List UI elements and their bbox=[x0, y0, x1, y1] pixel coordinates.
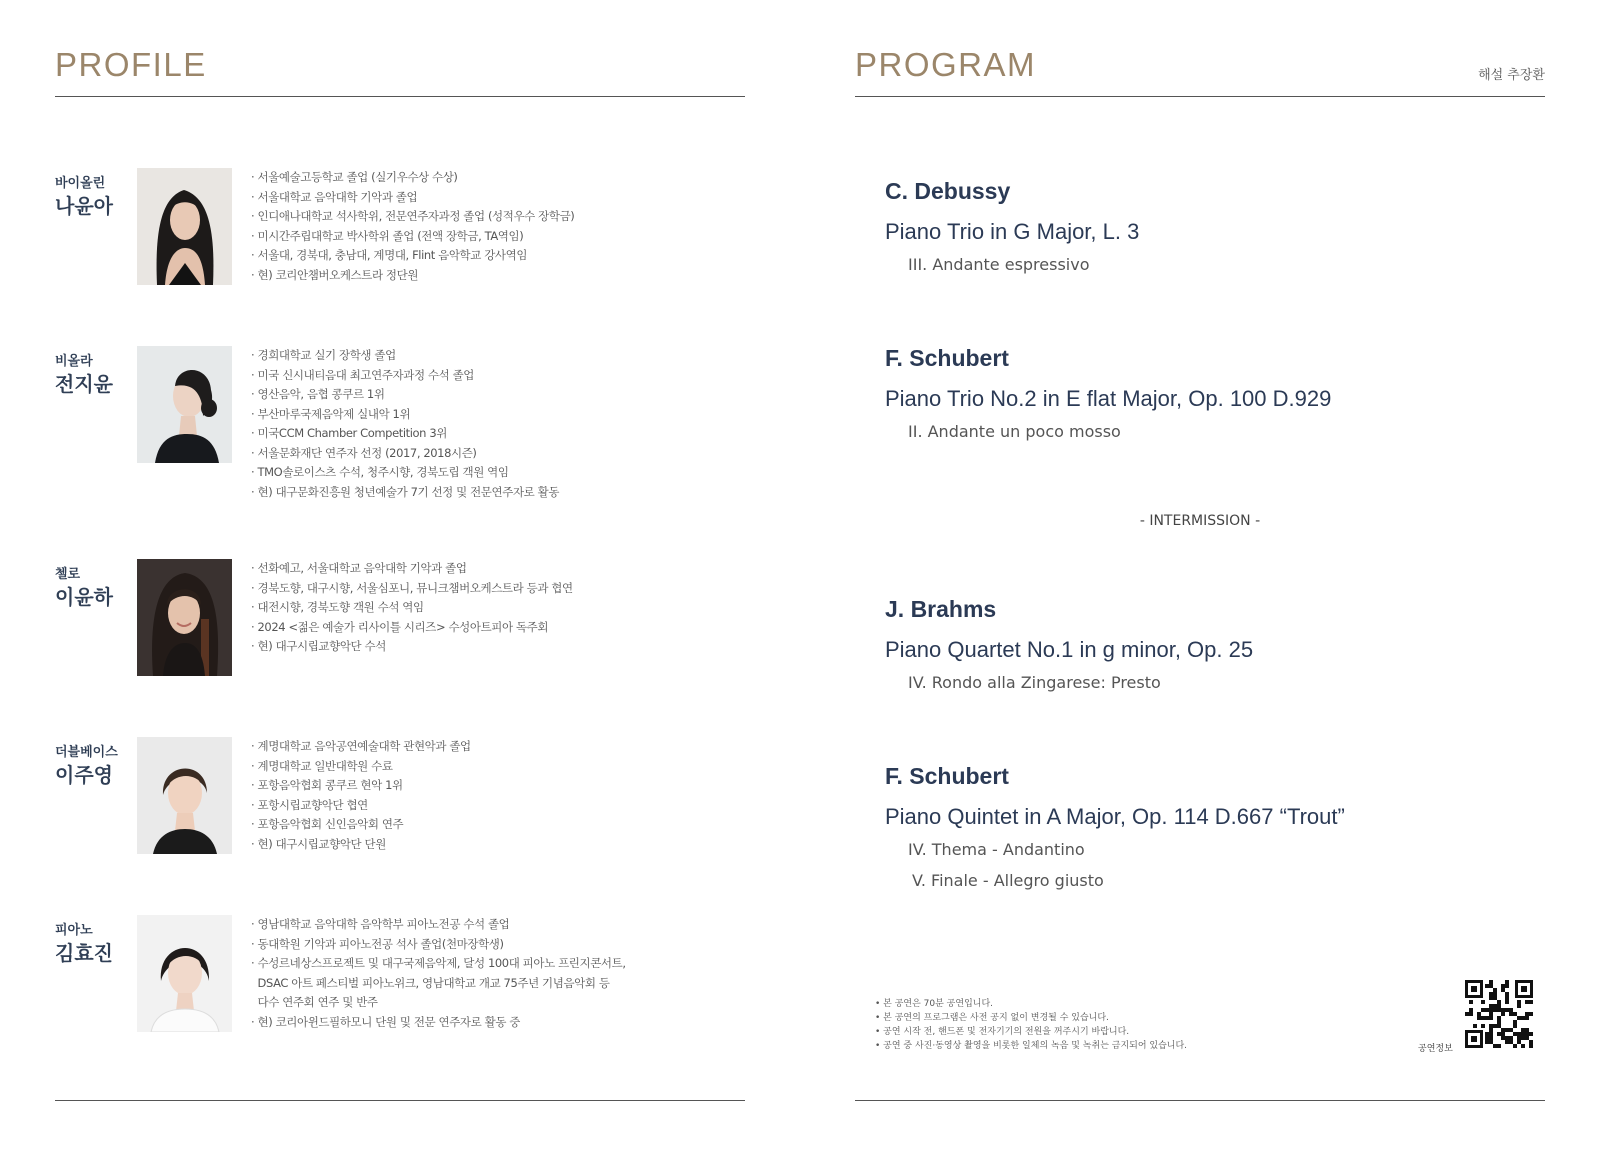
portrait-photo bbox=[137, 915, 232, 1032]
bio-line: · 선화예고, 서울대학교 음악대학 기악과 졸업 bbox=[251, 559, 573, 579]
qr-label: 공연정보 bbox=[1418, 1044, 1453, 1054]
composer: F. Schubert bbox=[885, 763, 1009, 789]
bio-line: · 수성르네상스프로젝트 및 대구국제음악제, 달성 100대 피아노 프린지콘서트, bbox=[251, 954, 626, 974]
bio-line: · 현) 대구시립교향악단 단원 bbox=[251, 835, 471, 855]
bio-line: · 서울대, 경북대, 충남대, 계명대, Flint 음악학교 강사역임 bbox=[251, 246, 574, 266]
bio-line: · 영산음악, 음협 콩쿠르 1위 bbox=[251, 385, 559, 405]
bio-line: · 2024 <젊은 예술가 리사이틀 시리즈> 수성아트피아 독주회 bbox=[251, 618, 573, 638]
profile-card bbox=[55, 915, 745, 1035]
member-role: 더블베이스 bbox=[55, 745, 118, 760]
bio-line: · 경희대학교 실기 장학생 졸업 bbox=[251, 346, 559, 366]
program-piece bbox=[885, 178, 1525, 274]
bio-line: · TMO솔로이스츠 수석, 청주시향, 경북도립 객원 역임 bbox=[251, 463, 559, 483]
member-name: 나윤아 bbox=[55, 194, 113, 218]
movement: V. Finale - Allegro giusto bbox=[912, 871, 1104, 890]
bio-line: · 미국CCM Chamber Competition 3위 bbox=[251, 424, 559, 444]
work-title: Piano Trio in G Major, L. 3 bbox=[885, 219, 1140, 244]
profile-top-rule bbox=[55, 96, 745, 97]
program-piece bbox=[885, 763, 1525, 890]
portrait-photo bbox=[137, 168, 232, 285]
bio-line: · 현) 코리안챔버오케스트라 정단원 bbox=[251, 266, 574, 286]
member-role: 피아노 bbox=[55, 923, 93, 938]
member-bio bbox=[251, 559, 573, 657]
member-role: 첼로 bbox=[55, 567, 81, 582]
bio-line: · 현) 코리아윈드필하모니 단원 및 전문 연주자로 활동 중 bbox=[251, 1013, 626, 1033]
bio-line: · 현) 대구시립교향악단 수석 bbox=[251, 637, 573, 657]
bio-line: · 대전시향, 경북도향 객원 수석 역임 bbox=[251, 598, 573, 618]
bio-line: · 경북도향, 대구시향, 서울심포니, 뮤니크챔버오케스트라 등과 협연 bbox=[251, 579, 573, 599]
bio-line: · 계명대학교 일반대학원 수료 bbox=[251, 757, 471, 777]
note-line: • 공연 중 사진·동영상 촬영을 비롯한 일체의 녹음 및 녹취는 금지되어 있습니다. bbox=[875, 1039, 1187, 1053]
work-title: Piano Quartet No.1 in g minor, Op. 25 bbox=[885, 637, 1254, 662]
profile-card bbox=[55, 559, 745, 679]
work-title: Piano Quintet in A Major, Op. 114 D.667 “Trout” bbox=[885, 804, 1345, 829]
movement: II. Andante un poco mosso bbox=[908, 422, 1121, 441]
work-title: Piano Trio No.2 in E flat Major, Op. 100 D.929 bbox=[885, 386, 1332, 411]
portrait-photo bbox=[137, 559, 232, 676]
portrait-photo bbox=[137, 346, 232, 463]
movement: IV. Thema - Andantino bbox=[908, 840, 1085, 859]
profile-card bbox=[55, 737, 745, 857]
member-role: 바이올린 bbox=[55, 176, 106, 191]
note-line: • 본 공연은 70분 공연입니다. bbox=[875, 997, 1187, 1011]
bio-line: · 포항시립교향악단 협연 bbox=[251, 796, 471, 816]
bio-line: · 영남대학교 음악대학 음악학부 피아노전공 수석 졸업 bbox=[251, 915, 626, 935]
member-name: 이주영 bbox=[55, 763, 113, 787]
movement: III. Andante espressivo bbox=[908, 255, 1090, 274]
audience-notes bbox=[875, 997, 1187, 1053]
bio-line: · 인디애나대학교 석사학위, 전문연주자과정 졸업 (성적우수 장학금) bbox=[251, 207, 574, 227]
bio-line: · 포항음악협회 콩쿠르 현악 1위 bbox=[251, 776, 471, 796]
profile-bottom-rule bbox=[55, 1100, 745, 1101]
program-bottom-rule bbox=[855, 1100, 1545, 1101]
member-name: 이윤하 bbox=[55, 585, 113, 609]
member-bio bbox=[251, 168, 574, 285]
profile-title: PROFILE bbox=[55, 46, 207, 83]
program-piece bbox=[885, 596, 1525, 692]
bio-line: · 부산마루국제음악제 실내악 1위 bbox=[251, 405, 559, 425]
member-bio bbox=[251, 915, 626, 1032]
bio-line: 다수 연주회 연주 및 반주 bbox=[257, 995, 378, 1009]
bio-line: · 서울예술고등학교 졸업 (실기우수상 수상) bbox=[251, 168, 574, 188]
bio-line: · 미국 신시내티음대 최고연주자과정 수석 졸업 bbox=[251, 366, 559, 386]
note-line: • 본 공연의 프로그램은 사전 공지 없이 변경될 수 있습니다. bbox=[875, 1011, 1187, 1025]
member-bio bbox=[251, 346, 559, 502]
portrait-photo bbox=[137, 737, 232, 854]
bio-line: · 계명대학교 음악공연예술대학 관현악과 졸업 bbox=[251, 737, 471, 757]
bio-line: DSAC 아트 페스티벌 피아노위크, 영남대학교 개교 75주년 기념음악회 등 bbox=[257, 975, 610, 990]
bio-line: · 동대학원 기악과 피아노전공 석사 졸업(천마장학생) bbox=[251, 935, 626, 955]
bio-line: · 서울문화재단 연주자 선정 (2017, 2018시즌) bbox=[251, 444, 559, 464]
member-name: 전지윤 bbox=[55, 372, 113, 396]
member-name: 김효진 bbox=[55, 941, 113, 965]
profile-panel bbox=[55, 0, 745, 1150]
bio-line: · 포항음악협회 신인음악회 연주 bbox=[251, 815, 471, 835]
qr-code-icon[interactable] bbox=[1465, 980, 1533, 1048]
profile-card bbox=[55, 346, 745, 526]
movement: IV. Rondo alla Zingarese: Presto bbox=[908, 673, 1161, 692]
bio-line: · 현) 대구문화진흥원 청년예술가 7기 선정 및 전문연주자로 활동 bbox=[251, 483, 559, 503]
program-title: PROGRAM bbox=[855, 46, 1037, 83]
composer: F. Schubert bbox=[885, 345, 1009, 371]
intermission-label: - INTERMISSION - bbox=[1139, 513, 1261, 529]
program-top-rule bbox=[855, 96, 1545, 97]
composer: C. Debussy bbox=[885, 178, 1011, 204]
member-bio bbox=[251, 737, 471, 854]
member-role: 비올라 bbox=[55, 354, 93, 369]
program-panel bbox=[855, 0, 1545, 1150]
commentary-credit: 해설 추장환 bbox=[1478, 68, 1545, 83]
program-piece bbox=[885, 345, 1525, 441]
note-line: • 공연 시작 전, 핸드폰 및 전자기기의 전원을 꺼주시기 바랍니다. bbox=[875, 1025, 1187, 1039]
bio-line: · 미시간주립대학교 박사학위 졸업 (전액 장학금, TA역임) bbox=[251, 227, 574, 247]
profile-card bbox=[55, 168, 745, 288]
composer: J. Brahms bbox=[885, 596, 997, 622]
bio-line: · 서울대학교 음악대학 기악과 졸업 bbox=[251, 188, 574, 208]
